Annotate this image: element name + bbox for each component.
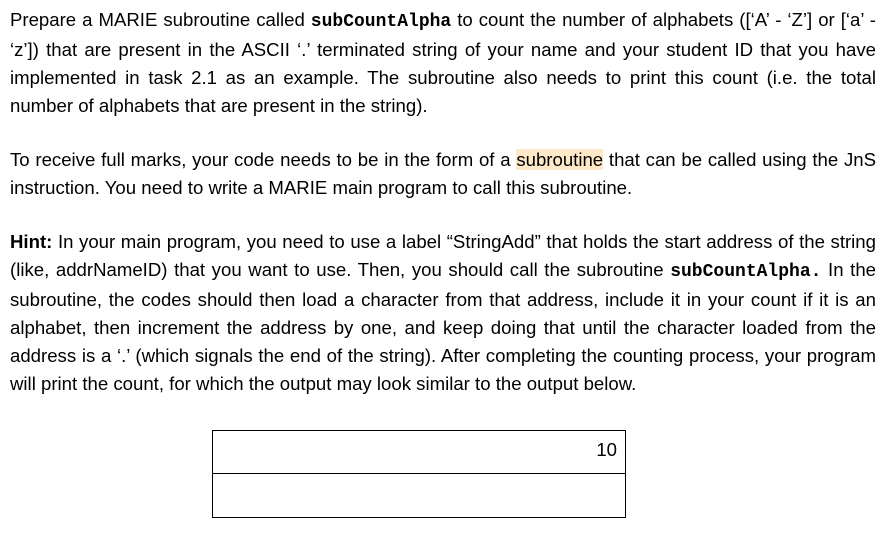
code-subroutine-name: subCountAlpha. bbox=[670, 262, 822, 282]
highlighted-word: subroutine bbox=[516, 149, 604, 170]
output-row bbox=[213, 431, 625, 474]
paragraph-hint bbox=[10, 228, 876, 398]
hint-label: Hint: bbox=[10, 231, 53, 252]
paragraph-task-description bbox=[10, 6, 876, 120]
paragraph-spacer bbox=[10, 202, 876, 228]
output-row bbox=[213, 474, 625, 517]
code-subroutine-name: subCountAlpha bbox=[310, 12, 452, 32]
output-display-box bbox=[212, 430, 626, 518]
paragraph-spacer bbox=[10, 120, 876, 146]
paragraph-full-marks bbox=[10, 146, 876, 202]
output-value: 10 bbox=[596, 439, 617, 460]
text-segment: In the subroutine, the codes should then load a character from that address, include it in your count if it is an alphabet, then increment the address by one, and keep doing that until the character loaded from the address is a ‘.’ (which signals the end of the string). After completing the counting process, your program will print the count, for which the output may look similar to the output below. bbox=[10, 259, 877, 394]
text-segment: In your main program, you need to use a label “StringAdd” that holds the start address of the string (like, addrNameID) that you want to use. Then, you should call the subroutine bbox=[10, 231, 876, 280]
text-segment: that can be called using the JnS instruction. You need to write a MARIE main program to call this subroutine. bbox=[10, 149, 876, 198]
document-body bbox=[10, 6, 876, 398]
text-segment: to count the number of alphabets ([‘A’ - ‘Z’] or [‘a’ - ‘z’]) that are present in the ASCII ‘.’ terminated string of your name and your student ID that you have implemented in task 2.1 as an example. The subroutine also needs to print this count (i.e. the total number of alphabets that are present in the string). bbox=[10, 9, 876, 116]
text-segment: To receive full marks, your code needs to be in the form of a bbox=[10, 149, 517, 170]
text-segment: Prepare a MARIE subroutine called bbox=[10, 9, 311, 30]
